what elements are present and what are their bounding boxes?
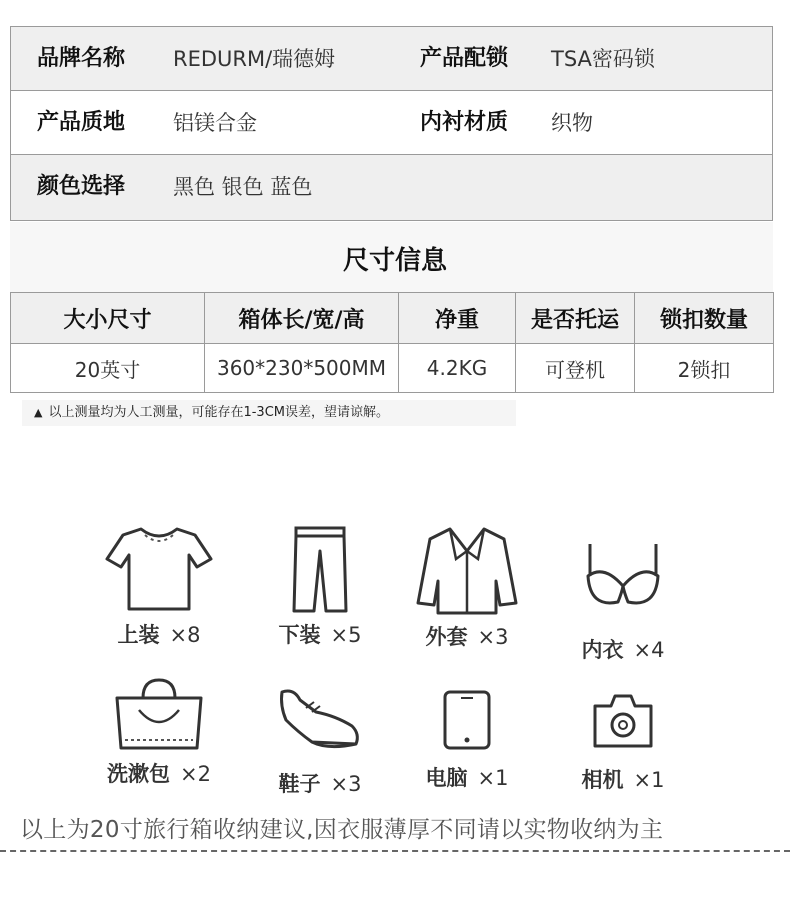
shoe-icon bbox=[278, 686, 362, 752]
spec-value: REDURM/瑞德姆 bbox=[173, 47, 336, 71]
pants-icon bbox=[290, 525, 350, 613]
triangle-icon: ▲ bbox=[34, 406, 43, 419]
bra-icon bbox=[580, 540, 666, 614]
spec-row-material bbox=[11, 91, 772, 155]
packing-item bbox=[392, 525, 542, 651]
cell-weight: 4.2KG bbox=[399, 344, 516, 393]
item-label: 上装 bbox=[117, 623, 160, 647]
packing-item bbox=[548, 692, 698, 794]
spec-table bbox=[10, 26, 773, 221]
packing-item bbox=[84, 676, 234, 788]
item-count: ×5 bbox=[330, 623, 362, 647]
note-text: 以上测量均为人工测量，可能存在1-3CM误差，望请谅解。 bbox=[48, 405, 389, 420]
camera-icon bbox=[591, 692, 655, 750]
spec-value: 铝镁合金 bbox=[173, 111, 257, 135]
cell-locks: 2锁扣 bbox=[635, 344, 774, 393]
tablet-icon bbox=[441, 690, 493, 750]
spec-key: 产品配锁 bbox=[420, 46, 509, 71]
cell-dimensions: 360*230*500MM bbox=[205, 344, 399, 393]
item-label: 相机 bbox=[581, 768, 624, 792]
spec-key: 内衬材质 bbox=[420, 110, 509, 135]
toiletry-bag-icon bbox=[113, 676, 205, 752]
item-count: ×2 bbox=[180, 762, 211, 786]
packing-footer-note: 以上为20寸旅行箱收纳建议,因衣服薄厚不同请以实物收纳为主 bbox=[20, 817, 664, 843]
packing-item bbox=[245, 525, 395, 649]
spec-value: TSA密码锁 bbox=[551, 47, 655, 71]
spec-key: 颜色选择 bbox=[37, 174, 126, 199]
item-count: ×1 bbox=[477, 766, 509, 790]
size-table-header bbox=[11, 293, 774, 344]
item-count: ×3 bbox=[330, 772, 362, 796]
item-label: 内衣 bbox=[581, 638, 624, 662]
spec-key: 品牌名称 bbox=[37, 46, 126, 71]
item-label: 鞋子 bbox=[278, 772, 321, 796]
cell-size: 20英寸 bbox=[11, 344, 205, 393]
item-label: 外套 bbox=[425, 625, 468, 649]
item-count: ×1 bbox=[633, 768, 665, 792]
spec-key: 产品质地 bbox=[37, 110, 126, 135]
cell-checkin: 可登机 bbox=[516, 344, 635, 393]
packing-item bbox=[392, 690, 542, 792]
header-locks: 锁扣数量 bbox=[635, 293, 774, 344]
size-table bbox=[10, 292, 774, 393]
packing-item bbox=[84, 525, 234, 649]
header-checkin: 是否托运 bbox=[516, 293, 635, 344]
spec-value: 织物 bbox=[551, 111, 593, 135]
spec-row-color bbox=[11, 155, 772, 220]
jacket-icon bbox=[414, 525, 520, 615]
spec-row-brand bbox=[11, 27, 772, 91]
measurement-note bbox=[22, 400, 516, 426]
size-section-title: 尺寸信息 bbox=[342, 246, 447, 276]
dashed-divider bbox=[0, 850, 790, 852]
item-label: 电脑 bbox=[425, 766, 468, 790]
header-dimensions: 箱体长/宽/高 bbox=[205, 293, 399, 344]
item-count: ×4 bbox=[633, 638, 665, 662]
item-count: ×3 bbox=[477, 625, 509, 649]
spec-value: 黑色 银色 蓝色 bbox=[173, 175, 313, 199]
packing-item bbox=[245, 686, 395, 798]
item-label: 洗漱包 bbox=[107, 762, 171, 786]
item-count: ×8 bbox=[169, 623, 201, 647]
table-row bbox=[11, 344, 774, 393]
header-weight: 净重 bbox=[399, 293, 516, 344]
packing-item bbox=[548, 540, 698, 664]
tshirt-icon bbox=[103, 525, 215, 613]
header-size: 大小尺寸 bbox=[11, 293, 205, 344]
item-label: 下装 bbox=[278, 623, 321, 647]
